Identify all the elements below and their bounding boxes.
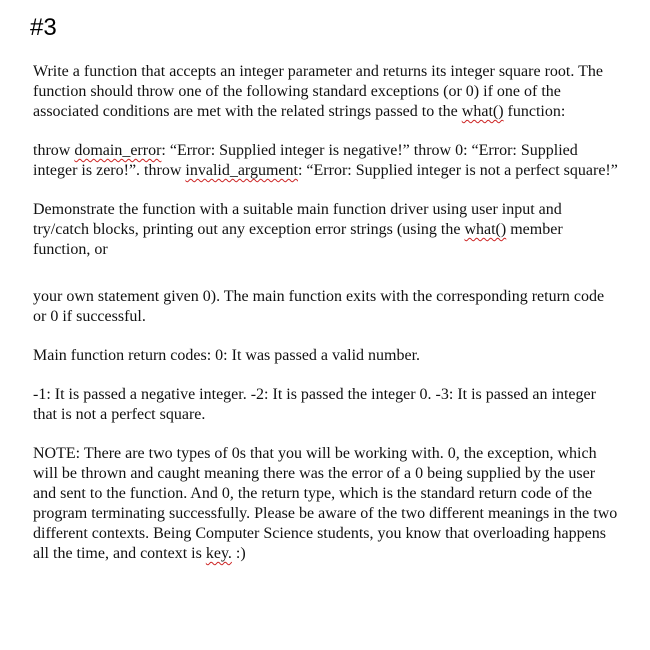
exceptions-message-last: : “Error: Supplied integer is not a perfect square!” (297, 162, 618, 179)
key-term: key. (205, 545, 232, 562)
paragraph-demonstrate (33, 200, 618, 260)
page-heading: #3 (30, 14, 57, 41)
paragraph-statement: your own statement given 0). The main function exits with the corresponding return code or 0 if successful. (33, 288, 605, 325)
paragraph-demonstrate-text: Demonstrate the function with a suitable main function driver using user input and try/catch blocks, printing out any exception error strings (using the (33, 201, 562, 238)
invalid-argument-term: invalid_argument (185, 162, 298, 179)
paragraph-note-text: NOTE: There are two types of 0s that you will be working with. 0, the exception, which will be thrown and caught meaning there was the error of a 0 being supplied by the user and sent to the function. And 0, the return type, which is the standard return code of the program terminating successfully. Please be aware of the two different meanings in the two different contexts. Being Computer Science students, you know that overloading happens all the time, and context is (33, 445, 618, 562)
what-function-term: what() (461, 103, 504, 120)
paragraph-task-text: Write a function that accepts an integer parameter and returns its integer square root. The function should throw one of the following standard exceptions (or 0) if one of the associated conditions are met with the related strings passed to the (33, 63, 603, 120)
paragraph-task (33, 62, 618, 122)
domain-error-term: domain_error (74, 142, 162, 159)
paragraph-task-tail: function: (503, 103, 566, 120)
throw-keyword: throw (33, 142, 75, 159)
paragraph-return-codes: Main function return codes: 0: It was passed a valid number. (33, 347, 421, 364)
paragraph-note (33, 444, 618, 564)
document-body (33, 62, 618, 583)
paragraph-exceptions (33, 141, 618, 181)
smiley-text: :) (231, 545, 246, 562)
what-member-term: what() (464, 221, 507, 238)
exceptions-messages: : “Error: Supplied integer is negative!” throw 0: “Error: Supplied integer is zero!”. throw (33, 142, 578, 179)
paragraph-negative-codes: -1: It is passed a negative integer. -2: It is passed the integer 0. -3: It is passed an integer that is not a perfect square. (33, 386, 596, 423)
paragraph-demonstrate-tail: member function, or (33, 221, 563, 258)
